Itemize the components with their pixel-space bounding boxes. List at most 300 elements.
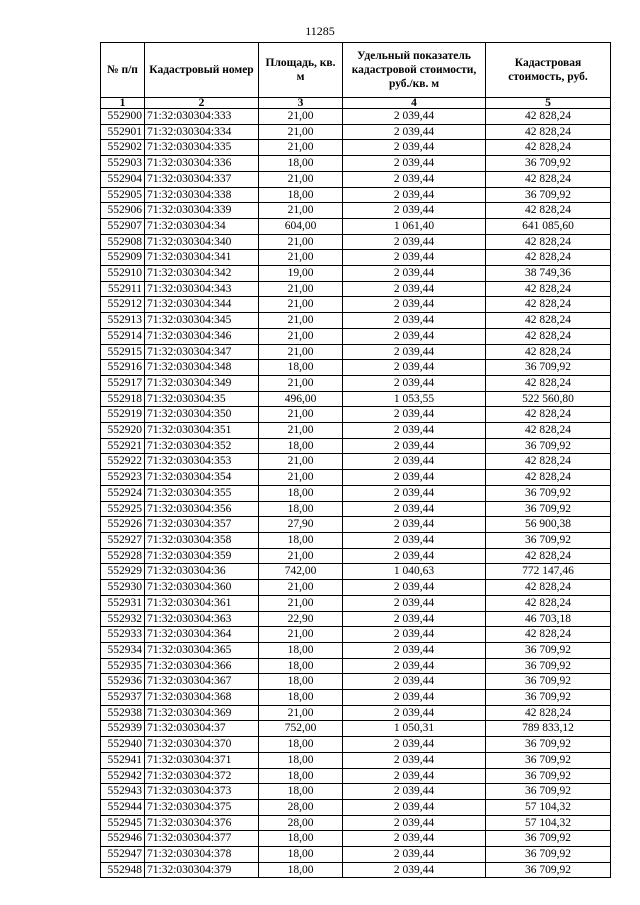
- cell-cadastral-number: 71:32:030304:372: [145, 768, 259, 784]
- cell-unit-value: 2 039,44: [343, 203, 486, 219]
- cell-cadastral-value: 57 104,32: [486, 799, 611, 815]
- cell-unit-value: 2 039,44: [343, 815, 486, 831]
- cell-cadastral-value: 38 749,36: [486, 266, 611, 282]
- cell-cadastral-value: 42 828,24: [486, 454, 611, 470]
- header-cadastral-number: Кадастровый номер: [145, 43, 259, 98]
- cell-area: 752,00: [259, 721, 343, 737]
- cell-cadastral-number: 71:32:030304:371: [145, 752, 259, 768]
- cell-cadastral-value: 36 709,92: [486, 737, 611, 753]
- cell-cadastral-number: 71:32:030304:361: [145, 595, 259, 611]
- cell-unit-value: 2 039,44: [343, 658, 486, 674]
- cell-cadastral-number: 71:32:030304:356: [145, 501, 259, 517]
- cell-unit-value: 2 039,44: [343, 752, 486, 768]
- cell-number: 552919: [101, 407, 145, 423]
- cell-number: 552929: [101, 564, 145, 580]
- cell-cadastral-value: 57 104,32: [486, 815, 611, 831]
- column-number: 4: [343, 98, 486, 109]
- cell-unit-value: 2 039,44: [343, 470, 486, 486]
- cell-area: 21,00: [259, 250, 343, 266]
- cell-unit-value: 2 039,44: [343, 548, 486, 564]
- table-row: [101, 156, 611, 172]
- cell-number: 552925: [101, 501, 145, 517]
- cell-number: 552933: [101, 627, 145, 643]
- cell-number: 552914: [101, 328, 145, 344]
- cell-cadastral-value: 772 147,46: [486, 564, 611, 580]
- header-number: № п/п: [101, 43, 145, 98]
- table-body: [101, 109, 611, 878]
- table-row: [101, 187, 611, 203]
- cell-number: 552928: [101, 548, 145, 564]
- cell-area: 22,90: [259, 611, 343, 627]
- cell-number: 552913: [101, 313, 145, 329]
- cell-unit-value: 2 039,44: [343, 171, 486, 187]
- cell-unit-value: 2 039,44: [343, 611, 486, 627]
- cell-unit-value: 2 039,44: [343, 784, 486, 800]
- cell-number: 552945: [101, 815, 145, 831]
- table-row: [101, 109, 611, 125]
- cell-cadastral-number: 71:32:030304:378: [145, 847, 259, 863]
- cell-cadastral-value: 36 709,92: [486, 532, 611, 548]
- cell-number: 552937: [101, 690, 145, 706]
- cell-number: 552908: [101, 234, 145, 250]
- cell-cadastral-number: 71:32:030304:355: [145, 485, 259, 501]
- cell-cadastral-value: 42 828,24: [486, 124, 611, 140]
- cell-area: 21,00: [259, 203, 343, 219]
- cell-cadastral-value: 36 709,92: [486, 674, 611, 690]
- cell-number: 552901: [101, 124, 145, 140]
- cell-cadastral-number: 71:32:030304:359: [145, 548, 259, 564]
- cell-area: 18,00: [259, 752, 343, 768]
- cell-unit-value: 2 039,44: [343, 454, 486, 470]
- cell-cadastral-value: 36 709,92: [486, 847, 611, 863]
- table-row: [101, 642, 611, 658]
- cell-cadastral-number: 71:32:030304:339: [145, 203, 259, 219]
- cell-cadastral-value: 42 828,24: [486, 281, 611, 297]
- table-row: [101, 752, 611, 768]
- cell-area: 21,00: [259, 109, 343, 125]
- cell-area: 21,00: [259, 470, 343, 486]
- cell-cadastral-value: 42 828,24: [486, 407, 611, 423]
- cell-cadastral-number: 71:32:030304:366: [145, 658, 259, 674]
- cell-number: 552934: [101, 642, 145, 658]
- cell-cadastral-number: 71:32:030304:342: [145, 266, 259, 282]
- cell-number: 552910: [101, 266, 145, 282]
- cell-area: 18,00: [259, 438, 343, 454]
- column-number: 1: [101, 98, 145, 109]
- cell-cadastral-number: 71:32:030304:367: [145, 674, 259, 690]
- table-row: [101, 611, 611, 627]
- table-row: [101, 517, 611, 533]
- cell-cadastral-value: 42 828,24: [486, 375, 611, 391]
- table-row: [101, 485, 611, 501]
- table-row: [101, 768, 611, 784]
- cell-area: 18,00: [259, 360, 343, 376]
- cell-number: 552922: [101, 454, 145, 470]
- cell-number: 552924: [101, 485, 145, 501]
- cell-cadastral-value: 36 709,92: [486, 642, 611, 658]
- cell-cadastral-value: 36 709,92: [486, 784, 611, 800]
- cell-unit-value: 2 039,44: [343, 109, 486, 125]
- table-row: [101, 438, 611, 454]
- table-row: [101, 313, 611, 329]
- cell-unit-value: 2 039,44: [343, 862, 486, 878]
- cell-cadastral-value: 42 828,24: [486, 250, 611, 266]
- cell-cadastral-number: 71:32:030304:364: [145, 627, 259, 643]
- cell-number: 552920: [101, 423, 145, 439]
- cell-cadastral-value: 36 709,92: [486, 862, 611, 878]
- table-row: [101, 580, 611, 596]
- cell-number: 552921: [101, 438, 145, 454]
- cell-cadastral-value: 42 828,24: [486, 595, 611, 611]
- cell-unit-value: 2 039,44: [343, 313, 486, 329]
- cell-number: 552912: [101, 297, 145, 313]
- cell-area: 18,00: [259, 847, 343, 863]
- cell-number: 552918: [101, 391, 145, 407]
- cell-cadastral-number: 71:32:030304:345: [145, 313, 259, 329]
- table-row: [101, 360, 611, 376]
- cell-cadastral-number: 71:32:030304:349: [145, 375, 259, 391]
- cell-number: 552923: [101, 470, 145, 486]
- cell-area: 27,90: [259, 517, 343, 533]
- cell-unit-value: 2 039,44: [343, 799, 486, 815]
- cell-unit-value: 2 039,44: [343, 140, 486, 156]
- cell-unit-value: 2 039,44: [343, 768, 486, 784]
- cell-area: 21,00: [259, 313, 343, 329]
- cell-area: 21,00: [259, 407, 343, 423]
- cell-area: 18,00: [259, 156, 343, 172]
- table-row: [101, 391, 611, 407]
- cell-number: 552941: [101, 752, 145, 768]
- cell-cadastral-value: 36 709,92: [486, 501, 611, 517]
- cell-unit-value: 2 039,44: [343, 156, 486, 172]
- cell-area: 21,00: [259, 124, 343, 140]
- cell-number: 552926: [101, 517, 145, 533]
- cell-unit-value: 2 039,44: [343, 360, 486, 376]
- cell-cadastral-value: 36 709,92: [486, 187, 611, 203]
- cell-unit-value: 2 039,44: [343, 690, 486, 706]
- cell-unit-value: 2 039,44: [343, 250, 486, 266]
- cell-area: 496,00: [259, 391, 343, 407]
- cell-unit-value: 2 039,44: [343, 642, 486, 658]
- cell-cadastral-value: 789 833,12: [486, 721, 611, 737]
- cell-cadastral-value: 42 828,24: [486, 423, 611, 439]
- cell-area: 18,00: [259, 532, 343, 548]
- table-row: [101, 281, 611, 297]
- cell-area: 18,00: [259, 501, 343, 517]
- table-row: [101, 454, 611, 470]
- table-row: [101, 690, 611, 706]
- cell-unit-value: 2 039,44: [343, 580, 486, 596]
- table-row: [101, 266, 611, 282]
- cell-number: 552930: [101, 580, 145, 596]
- cell-number: 552947: [101, 847, 145, 863]
- cell-cadastral-value: 42 828,24: [486, 140, 611, 156]
- cell-number: 552905: [101, 187, 145, 203]
- table-row: [101, 831, 611, 847]
- cell-unit-value: 2 039,44: [343, 234, 486, 250]
- cell-cadastral-number: 71:32:030304:341: [145, 250, 259, 266]
- cell-cadastral-number: 71:32:030304:35: [145, 391, 259, 407]
- cell-number: 552936: [101, 674, 145, 690]
- cell-cadastral-value: 42 828,24: [486, 171, 611, 187]
- column-number: 2: [145, 98, 259, 109]
- cell-cadastral-number: 71:32:030304:357: [145, 517, 259, 533]
- cell-area: 18,00: [259, 485, 343, 501]
- table-row: [101, 124, 611, 140]
- cell-cadastral-number: 71:32:030304:340: [145, 234, 259, 250]
- cell-cadastral-value: 36 709,92: [486, 658, 611, 674]
- cell-area: 21,00: [259, 171, 343, 187]
- cell-unit-value: 2 039,44: [343, 187, 486, 203]
- table-row: [101, 721, 611, 737]
- cell-cadastral-number: 71:32:030304:34: [145, 218, 259, 234]
- cell-unit-value: 2 039,44: [343, 344, 486, 360]
- cell-area: 28,00: [259, 815, 343, 831]
- table-row: [101, 847, 611, 863]
- cell-number: 552939: [101, 721, 145, 737]
- cell-number: 552907: [101, 218, 145, 234]
- cell-cadastral-number: 71:32:030304:336: [145, 156, 259, 172]
- cadastral-table: [100, 42, 611, 878]
- cell-number: 552927: [101, 532, 145, 548]
- cell-number: 552940: [101, 737, 145, 753]
- cell-number: 552916: [101, 360, 145, 376]
- cell-area: 21,00: [259, 705, 343, 721]
- cell-cadastral-number: 71:32:030304:344: [145, 297, 259, 313]
- cell-cadastral-number: 71:32:030304:354: [145, 470, 259, 486]
- table-row: [101, 203, 611, 219]
- cell-unit-value: 2 039,44: [343, 423, 486, 439]
- cell-cadastral-number: 71:32:030304:334: [145, 124, 259, 140]
- table-row: [101, 171, 611, 187]
- table-row: [101, 595, 611, 611]
- cell-cadastral-number: 71:32:030304:376: [145, 815, 259, 831]
- cell-number: 552935: [101, 658, 145, 674]
- cell-area: 18,00: [259, 690, 343, 706]
- table-row: [101, 674, 611, 690]
- cell-area: 18,00: [259, 658, 343, 674]
- cell-cadastral-number: 71:32:030304:343: [145, 281, 259, 297]
- table-row: [101, 532, 611, 548]
- cell-area: 21,00: [259, 140, 343, 156]
- cell-area: 21,00: [259, 234, 343, 250]
- cell-area: 21,00: [259, 548, 343, 564]
- cell-number: 552917: [101, 375, 145, 391]
- cell-cadastral-value: 36 709,92: [486, 768, 611, 784]
- cell-area: 742,00: [259, 564, 343, 580]
- cell-area: 28,00: [259, 799, 343, 815]
- cell-area: 18,00: [259, 784, 343, 800]
- cell-unit-value: 2 039,44: [343, 517, 486, 533]
- cell-cadastral-value: 42 828,24: [486, 470, 611, 486]
- table-row: [101, 140, 611, 156]
- cell-unit-value: 2 039,44: [343, 124, 486, 140]
- cell-area: 21,00: [259, 297, 343, 313]
- cell-unit-value: 1 053,55: [343, 391, 486, 407]
- table-header-row: [101, 43, 611, 98]
- cell-cadastral-value: 42 828,24: [486, 328, 611, 344]
- cell-cadastral-value: 42 828,24: [486, 313, 611, 329]
- table-row: [101, 234, 611, 250]
- column-number: 3: [259, 98, 343, 109]
- cell-cadastral-number: 71:32:030304:365: [145, 642, 259, 658]
- cell-cadastral-value: 36 709,92: [486, 831, 611, 847]
- cell-number: 552903: [101, 156, 145, 172]
- cell-cadastral-value: 42 828,24: [486, 705, 611, 721]
- cell-cadastral-number: 71:32:030304:353: [145, 454, 259, 470]
- cell-unit-value: 2 039,44: [343, 375, 486, 391]
- cell-cadastral-number: 71:32:030304:37: [145, 721, 259, 737]
- table-row: [101, 344, 611, 360]
- cell-number: 552946: [101, 831, 145, 847]
- table-row: [101, 815, 611, 831]
- header-cadastral-value: Кадастровая стоимость, руб.: [486, 43, 611, 98]
- cell-unit-value: 2 039,44: [343, 266, 486, 282]
- table-row: [101, 218, 611, 234]
- cell-cadastral-value: 522 560,80: [486, 391, 611, 407]
- cell-unit-value: 2 039,44: [343, 485, 486, 501]
- table-row: [101, 627, 611, 643]
- cell-area: 21,00: [259, 281, 343, 297]
- cell-cadastral-number: 71:32:030304:358: [145, 532, 259, 548]
- cell-cadastral-number: 71:32:030304:377: [145, 831, 259, 847]
- cell-unit-value: 2 039,44: [343, 328, 486, 344]
- cell-area: 18,00: [259, 737, 343, 753]
- cell-cadastral-value: 36 709,92: [486, 360, 611, 376]
- cell-unit-value: 2 039,44: [343, 407, 486, 423]
- cell-cadastral-value: 42 828,24: [486, 627, 611, 643]
- cell-unit-value: 2 039,44: [343, 501, 486, 517]
- page-number: 11285: [305, 24, 335, 38]
- cell-number: 552932: [101, 611, 145, 627]
- table-row: [101, 548, 611, 564]
- cell-cadastral-value: 42 828,24: [486, 203, 611, 219]
- cell-area: 18,00: [259, 831, 343, 847]
- cell-cadastral-number: 71:32:030304:351: [145, 423, 259, 439]
- cell-cadastral-number: 71:32:030304:370: [145, 737, 259, 753]
- cell-unit-value: 2 039,44: [343, 847, 486, 863]
- table-row: [101, 501, 611, 517]
- cell-unit-value: 2 039,44: [343, 438, 486, 454]
- cell-area: 21,00: [259, 328, 343, 344]
- cell-cadastral-value: 46 703,18: [486, 611, 611, 627]
- cell-unit-value: 2 039,44: [343, 674, 486, 690]
- cell-area: 21,00: [259, 580, 343, 596]
- cell-unit-value: 2 039,44: [343, 831, 486, 847]
- cell-number: 552943: [101, 784, 145, 800]
- cell-cadastral-value: 42 828,24: [486, 344, 611, 360]
- table-row: [101, 799, 611, 815]
- cell-unit-value: 2 039,44: [343, 297, 486, 313]
- cell-number: 552904: [101, 171, 145, 187]
- cell-cadastral-value: 42 828,24: [486, 580, 611, 596]
- cell-unit-value: 1 040,63: [343, 564, 486, 580]
- cell-cadastral-number: 71:32:030304:350: [145, 407, 259, 423]
- cell-area: 19,00: [259, 266, 343, 282]
- cell-unit-value: 2 039,44: [343, 281, 486, 297]
- table-row: [101, 705, 611, 721]
- cell-number: 552915: [101, 344, 145, 360]
- cell-cadastral-value: 36 709,92: [486, 690, 611, 706]
- cell-cadastral-number: 71:32:030304:352: [145, 438, 259, 454]
- table-row: [101, 564, 611, 580]
- cell-cadastral-value: 42 828,24: [486, 234, 611, 250]
- cell-cadastral-number: 71:32:030304:379: [145, 862, 259, 878]
- cell-cadastral-number: 71:32:030304:346: [145, 328, 259, 344]
- cell-number: 552948: [101, 862, 145, 878]
- cell-number: 552942: [101, 768, 145, 784]
- cell-unit-value: 2 039,44: [343, 595, 486, 611]
- cell-area: 18,00: [259, 187, 343, 203]
- cell-cadastral-number: 71:32:030304:360: [145, 580, 259, 596]
- table-row: [101, 407, 611, 423]
- cell-number: 552938: [101, 705, 145, 721]
- cell-area: 21,00: [259, 627, 343, 643]
- column-number: 5: [486, 98, 611, 109]
- cell-area: 21,00: [259, 344, 343, 360]
- cell-cadastral-number: 71:32:030304:347: [145, 344, 259, 360]
- cell-cadastral-value: 36 709,92: [486, 156, 611, 172]
- cell-number: 552906: [101, 203, 145, 219]
- cell-area: 21,00: [259, 595, 343, 611]
- cell-cadastral-number: 71:32:030304:348: [145, 360, 259, 376]
- table-row: [101, 250, 611, 266]
- cell-cadastral-value: 42 828,24: [486, 297, 611, 313]
- table-row: [101, 784, 611, 800]
- cell-area: 18,00: [259, 642, 343, 658]
- cell-area: 604,00: [259, 218, 343, 234]
- table-row: [101, 658, 611, 674]
- cell-cadastral-value: 36 709,92: [486, 752, 611, 768]
- cell-unit-value: 1 050,31: [343, 721, 486, 737]
- cell-cadastral-number: 71:32:030304:363: [145, 611, 259, 627]
- cell-number: 552931: [101, 595, 145, 611]
- cell-cadastral-number: 71:32:030304:335: [145, 140, 259, 156]
- cell-cadastral-number: 71:32:030304:373: [145, 784, 259, 800]
- cell-cadastral-value: 36 709,92: [486, 438, 611, 454]
- cell-unit-value: 1 061,40: [343, 218, 486, 234]
- cell-cadastral-value: 42 828,24: [486, 109, 611, 125]
- table-row: [101, 423, 611, 439]
- cell-cadastral-value: 36 709,92: [486, 485, 611, 501]
- cell-unit-value: 2 039,44: [343, 737, 486, 753]
- cell-number: 552902: [101, 140, 145, 156]
- cell-number: 552911: [101, 281, 145, 297]
- cell-area: 21,00: [259, 423, 343, 439]
- table-row: [101, 862, 611, 878]
- cell-area: 18,00: [259, 674, 343, 690]
- cell-cadastral-number: 71:32:030304:36: [145, 564, 259, 580]
- table-row: [101, 737, 611, 753]
- cell-area: 18,00: [259, 862, 343, 878]
- table-row: [101, 470, 611, 486]
- cell-cadastral-number: 71:32:030304:333: [145, 109, 259, 125]
- cell-cadastral-value: 42 828,24: [486, 548, 611, 564]
- cell-cadastral-number: 71:32:030304:337: [145, 171, 259, 187]
- header-area: Площадь, кв. м: [259, 43, 343, 98]
- cell-number: 552944: [101, 799, 145, 815]
- cell-area: 18,00: [259, 768, 343, 784]
- cell-unit-value: 2 039,44: [343, 627, 486, 643]
- cell-area: 21,00: [259, 375, 343, 391]
- cell-cadastral-value: 641 085,60: [486, 218, 611, 234]
- cell-cadastral-number: 71:32:030304:369: [145, 705, 259, 721]
- cell-area: 21,00: [259, 454, 343, 470]
- cell-number: 552909: [101, 250, 145, 266]
- table-row: [101, 375, 611, 391]
- cell-number: 552900: [101, 109, 145, 125]
- cell-unit-value: 2 039,44: [343, 705, 486, 721]
